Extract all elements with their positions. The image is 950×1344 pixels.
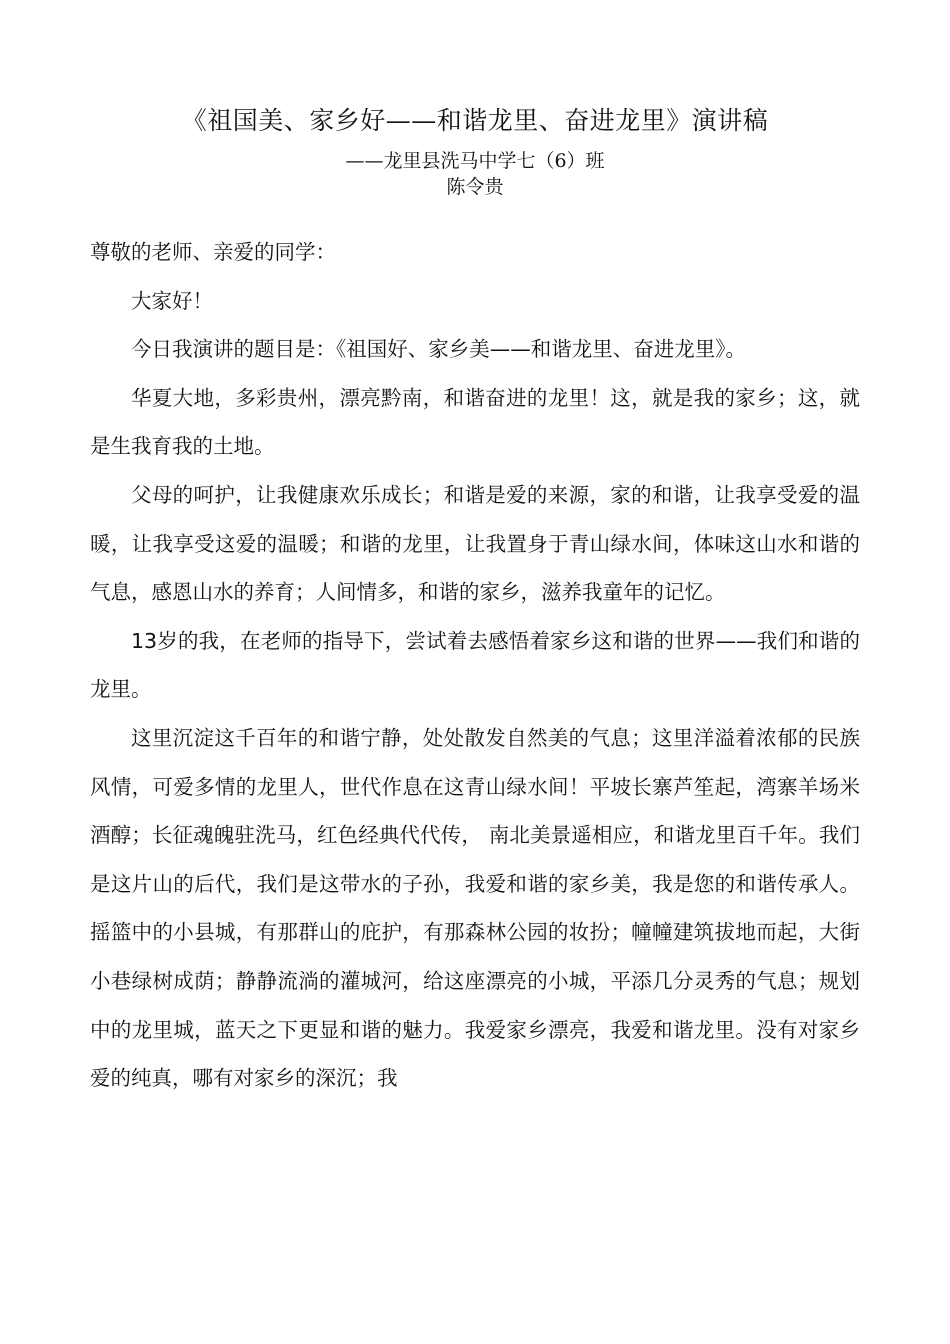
paragraph-topic: 今日我演讲的题目是：《祖国好、家乡美——和谐龙里、奋进龙里》。 — [131, 337, 746, 362]
document-body — [90, 228, 860, 1103]
paragraph-hometown: 华夏大地，多彩贵州，漂亮黔南，和谐奋进的龙里！这，就是我的家乡；这，就是生我育我的土地。 — [90, 385, 860, 459]
author-name: 陈令贵 — [446, 176, 504, 198]
paragraph-harmony: 父母的呵护，让我健康欢乐成长；和谐是爱的来源，家的和谐，让我享受爱的温暖，让我享受这爱的温暖；和谐的龙里，让我置身于青山绿水间，体味这山水和谐的气息，感恩山水的养育；人间情多，和谐的家乡，滋养我童年的记忆。 — [90, 482, 860, 605]
paragraph-age: 13岁的我，在老师的指导下，尝试着去感悟着家乡这和谐的世界——我们和谐的龙里。 — [90, 628, 860, 702]
document-title: 《祖国美、家乡好——和谐龙里、奋进龙里》演讲稿 — [181, 106, 769, 135]
salutation: 尊敬的老师、亲爱的同学： — [90, 240, 336, 264]
document-subtitle: ——龙里县洗马中学七（6）班 — [345, 150, 605, 172]
paragraph-longli: 这里沉淀这千百年的和谐宁静，处处散发自然美的气息；这里洋溢着浓郁的民族风情，可爱多情的龙里人，世代作息在这青山绿水间！平坡长寨芦笙起，湾寨羊场米酒醇；长征魂魄驻洗马，红色经典代代传， 南北美景遥相应，和谐龙里百千年。我们是这片山的后代，我们是这带水的子孙，我爱和谐的家乡美，我是您的和谐传承人。摇篮中的小县城，有那群山的庇护，有那森林公园的妆扮；幢幢建筑拔地而起，大街小巷绿树成荫；静静流淌的灌城河，给这座漂亮的小城，平添几分灵秀的气息；规划中的龙里城，蓝天之下更显和谐的魅力。我爱家乡漂亮，我爱和谐龙里。没有对家乡爱的纯真，哪有对家乡的深沉；我 — [90, 725, 860, 1091]
paragraph-greeting: 大家好！ — [131, 288, 213, 313]
